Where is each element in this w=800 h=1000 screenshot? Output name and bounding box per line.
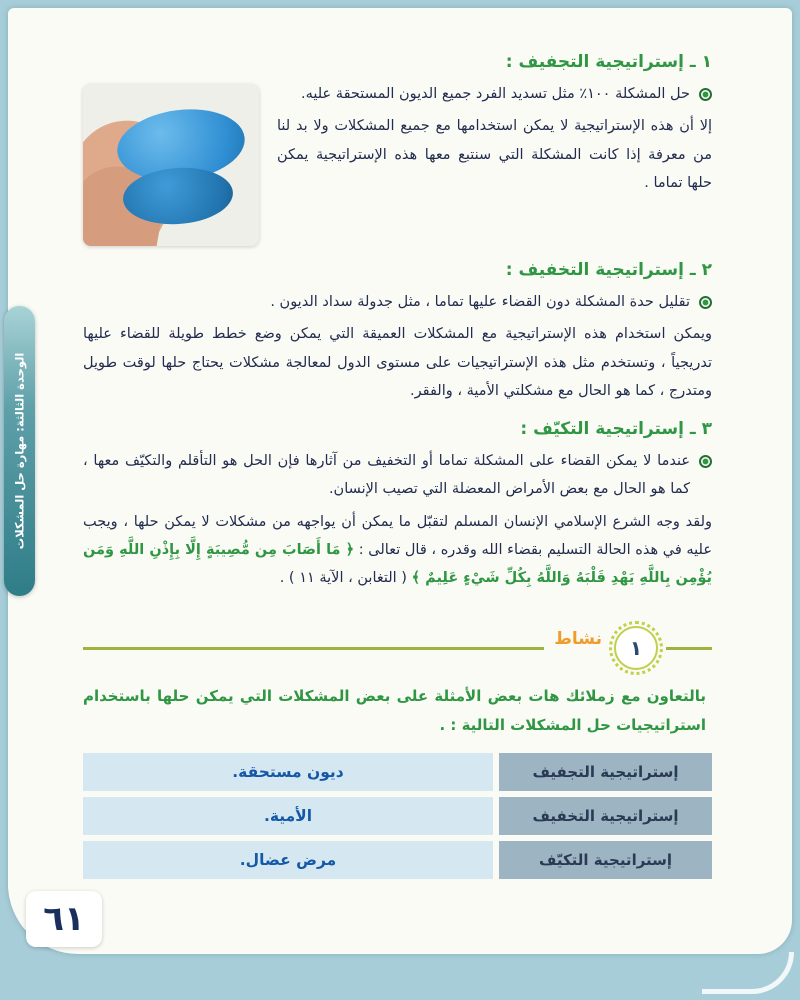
table-row-2-strategy: إستراتيجية التخفيف <box>499 797 712 835</box>
table-row-2-example: الأمية. <box>83 797 493 835</box>
verse-citation: ( التغابن ، الآية ١١ ) . <box>279 570 407 587</box>
unit-sidebar-tab <box>4 306 35 596</box>
target-bullet-icon <box>699 88 712 101</box>
putty-photo <box>83 84 259 246</box>
rule-right-stub <box>666 647 712 650</box>
section-3-heading: ٣ ـ إستراتيجية التكيّف : <box>520 419 712 440</box>
section-2-body: ويمكن استخدام هذه الإستراتيجية مع المشكلات العميقة التي يمكن وضع خطط طويلة للقضاء عليها تدريجياً ، وتستخدم مثل هذه الإستراتيجيات على مستوى الدول لمعالجة مشكلات يحتاج حلها لوقت طويل ومتدرج ، كما هو الحال مع مشكلتي الأمية ، والفقر. <box>83 326 712 399</box>
rule-main-line <box>83 647 544 650</box>
section-3-body-lead: ولقد وجه الشرع الإسلامي الإنسان المسلم لتقبّل ما يمكن أن يواجهه من مشكلات لا يمكن حلها ، ويجب عليه في هذه الحالة التسليم بقضاء الله وقدره ، قال تعالى : <box>83 513 712 558</box>
strategies-table <box>83 753 712 879</box>
unit-sidebar-label: الوحدة الثالثة: مهارة حل المشكلات <box>12 352 26 550</box>
section-1-body: إلا أن هذه الإستراتيجية لا يمكن استخدامها مع جميع المشكلات ولا بد لنا من معرفة إذا كانت المشكلة التي سنتبع معها هذه الإستراتيجية يمكن حلها تماما . <box>277 118 712 191</box>
quran-verse: ﴿ مَا أَصَابَ مِن مُّصِيبَةٍ إِلَّا بِإِذْنِ اللَّهِ وَمَن يُؤْمِن بِاللَّهِ يَهْدِ قَلْبَهُ وَاللَّهُ بِكُلِّ شَيْءٍ عَلِيمٌ ﴾ <box>83 541 712 587</box>
section-1-bullet-text: حل المشكلة ١٠٠٪ مثل تسديد الفرد جميع الديون المستحقة عليه. <box>300 86 690 102</box>
activity-label: نشاط <box>554 629 602 650</box>
table-row-3-strategy: إستراتيجية التكيّف <box>499 841 712 879</box>
table-row-3-example: مرض عضال. <box>83 841 493 879</box>
page-curl-decoration <box>702 952 794 994</box>
target-bullet-icon <box>699 296 712 309</box>
page-number-tab <box>26 891 102 947</box>
target-bullet-icon <box>699 455 712 468</box>
activity-header <box>83 626 712 670</box>
table-row-1-strategy: إستراتيجية التجفيف <box>499 753 712 791</box>
section-3-body <box>83 508 712 593</box>
activity-instructions: بالتعاون مع زملائك هات بعض الأمثلة على بعض المشكلات التي يمكن حلها باستخدام استراتيجيات حل المشكلات التالية : . <box>83 687 706 734</box>
section-3-bullet-text: عندما لا يمكن القضاء على المشكلة تماما أو التخفيف من آثارها فإن الحل هو التأقلم والتكيّف معها ، كما هو الحال مع بعض الأمراض المعضلة التي تصيب الإنسان. <box>83 453 690 498</box>
page-number: ٦١ <box>43 899 85 939</box>
section-2-bullet <box>83 288 712 316</box>
page-paper <box>8 8 792 954</box>
table-row-1-example: ديون مستحقة. <box>83 753 493 791</box>
section-1-heading: ١ ـ إستراتيجية التجفيف : <box>505 52 712 72</box>
section-3-bullet <box>83 447 712 504</box>
section-2-bullet-text: تقليل حدة المشكلة دون القضاء عليها تماما ، مثل جدولة سداد الديون . <box>270 294 690 310</box>
section-1-bullet <box>277 80 712 108</box>
activity-number-badge: ١ <box>614 626 658 670</box>
section-2-heading: ٢ ـ إستراتيجية التخفيف : <box>505 260 712 280</box>
